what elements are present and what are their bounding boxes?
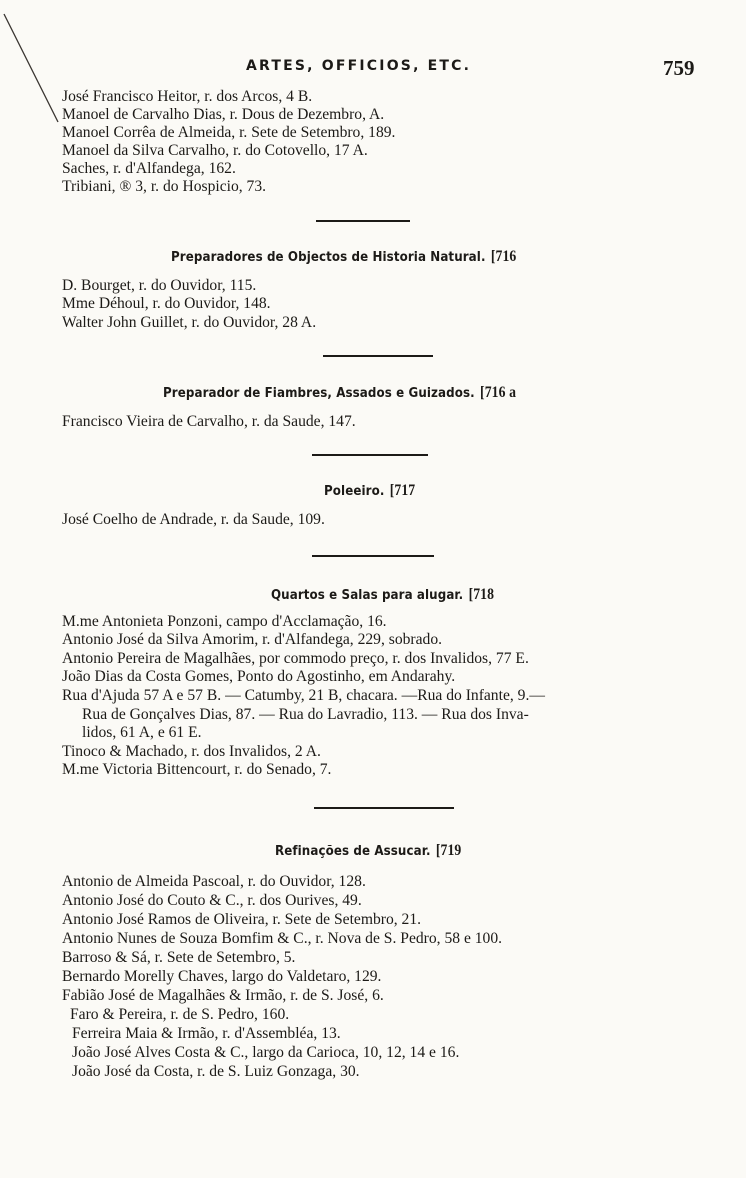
entry-line: Antonio José da Silva Amorim, r. d'Alfandega, 229, sobrado. — [62, 631, 443, 648]
entry-line: Ferreira Maia & Irmão, r. d'Assembléa, 13. — [72, 1025, 341, 1042]
entry-line: Barroso & Sá, r. Sete de Setembro, 5. — [62, 949, 296, 966]
section-heading — [275, 842, 461, 860]
entry-line: Bernardo Morelly Chaves, largo do Valdetaro, 129. — [62, 968, 382, 985]
entry-line: José Francisco Heitor, r. dos Arcos, 4 B. — [62, 88, 313, 105]
section-heading — [324, 482, 415, 500]
entry-line: Fabião José de Magalhães & Irmão, r. de S. José, 6. — [62, 987, 384, 1004]
section-number: [718 — [468, 586, 495, 603]
page-number: 759 — [663, 56, 695, 80]
entry-line: Francisco Vieira de Carvalho, r. da Saude, 147. — [62, 413, 356, 430]
entry-line: Antonio Pereira de Magalhães, por commodo preço, r. dos Invalidos, 77 E. — [62, 650, 529, 667]
entry-line: Tribiani, ® 3, r. do Hospicio, 73. — [62, 178, 267, 195]
section-title: Quartos e Salas para alugar. — [271, 587, 464, 603]
entry-line: Walter John Guillet, r. do Ouvidor, 28 A. — [62, 314, 317, 331]
entry-line: Faro & Pereira, r. de S. Pedro, 160. — [70, 1006, 290, 1023]
running-head — [0, 56, 746, 82]
entry-line: M.me Victoria Bittencourt, r. do Senado, 7. — [62, 761, 332, 778]
running-head-title: ARTES, OFFICIOS, ETC. — [246, 58, 472, 74]
section-number: [719 — [435, 842, 462, 859]
entry-line: Rua d'Ajuda 57 A e 57 B. — Catumby, 21 B, chacara. —Rua do Infante, 9.— — [62, 687, 545, 704]
entry-line: João José da Costa, r. de S. Luiz Gonzaga, 30. — [72, 1063, 360, 1080]
entry-line: Antonio José Ramos de Oliveira, r. Sete de Setembro, 21. — [62, 911, 422, 928]
entry-line: lidos, 61 A, e 61 E. — [82, 724, 202, 741]
entry-line: M.me Antonieta Ponzoni, campo d'Acclamação, 16. — [62, 613, 387, 630]
entry-line: Manoel Corrêa de Almeida, r. Sete de Setembro, 189. — [62, 124, 396, 141]
section-number: [717 — [389, 482, 416, 499]
entry-line: João Dias da Costa Gomes, Ponto do Agostinho, em Andarahy. — [62, 668, 456, 685]
section-rule — [314, 807, 454, 809]
entry-line: Tinoco & Machado, r. dos Invalidos, 2 A. — [62, 743, 321, 760]
section-rule — [312, 454, 428, 456]
entry-line: Antonio José do Couto & C., r. dos Ourives, 49. — [62, 892, 362, 909]
entry-line: Manoel da Silva Carvalho, r. do Cotovello, 17 A. — [62, 142, 368, 159]
section-title: Refinações de Assucar. — [275, 843, 431, 859]
section-heading — [271, 586, 494, 604]
entry-line: Rua de Gonçalves Dias, 87. — Rua do Lavradio, 113. — Rua dos Inva- — [82, 706, 529, 723]
entry-line: Mme Déhoul, r. do Ouvidor, 148. — [62, 295, 271, 312]
section-title: Preparador de Fiambres, Assados e Guizados. — [163, 385, 475, 401]
section-rule — [316, 220, 410, 222]
entry-line: Antonio Nunes de Souza Bomfim & C., r. Nova de S. Pedro, 58 e 100. — [62, 930, 503, 947]
entry-line: João José Alves Costa & C., largo da Carioca, 10, 12, 14 e 16. — [72, 1044, 460, 1061]
section-rule — [312, 555, 434, 557]
entry-line: Saches, r. d'Alfandega, 162. — [62, 160, 236, 177]
entry-line: D. Bourget, r. do Ouvidor, 115. — [62, 277, 257, 294]
section-rule — [323, 355, 433, 357]
section-title: Poleeiro. — [324, 483, 385, 499]
entry-line: Manoel de Carvalho Dias, r. Dous de Dezembro, A. — [62, 106, 385, 123]
section-number: [716 a — [480, 384, 517, 401]
section-number: [716 — [490, 248, 517, 265]
entry-line: José Coelho de Andrade, r. da Saude, 109. — [62, 511, 325, 528]
entry-line: Antonio de Almeida Pascoal, r. do Ouvidor, 128. — [62, 873, 366, 890]
section-title: Preparadores de Objectos de Historia Natural. — [171, 249, 486, 265]
section-heading — [171, 248, 516, 266]
section-heading — [163, 384, 516, 402]
